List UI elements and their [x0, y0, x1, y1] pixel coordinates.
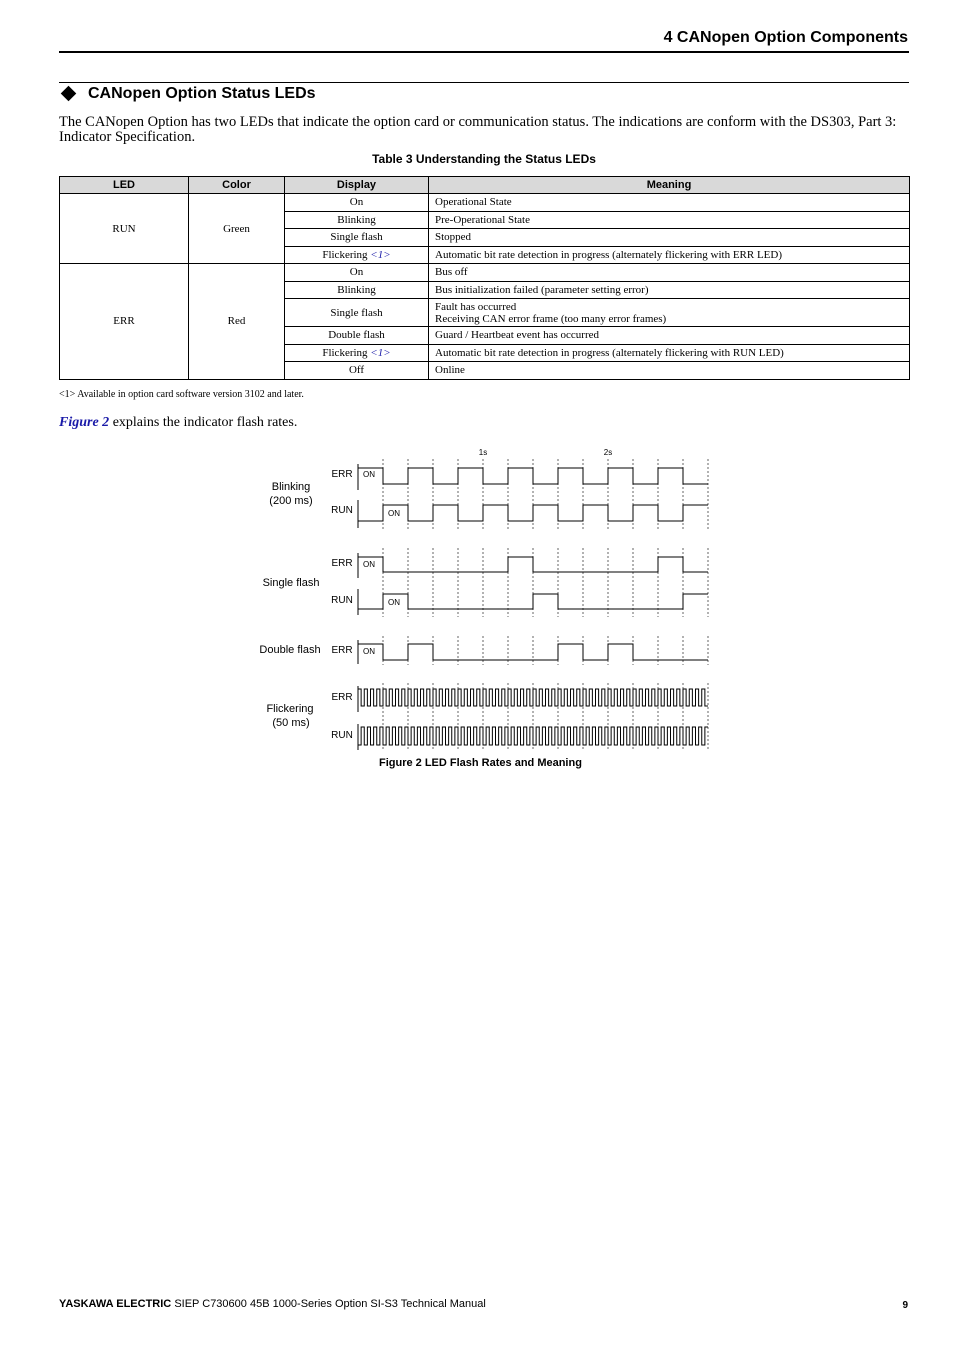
led-cell: RUN [60, 194, 189, 264]
meaning-cell: Pre-Operational State [429, 211, 910, 229]
group-label-flickering: Flickering [266, 703, 314, 715]
footnote-ref-link[interactable]: <1> [370, 248, 391, 261]
time-label-1s: 1s [478, 448, 488, 457]
on-label: ON [363, 560, 375, 569]
signal-label-run: RUN [331, 595, 353, 606]
page-number: 9 [902, 1300, 908, 1311]
signal-label-err: ERR [331, 645, 353, 656]
footer-manual-title: SIEP C730600 45B 1000-Series Option SI-S3 Technical Manual [171, 1298, 486, 1310]
meaning-cell: Automatic bit rate detection in progress (alternately flickering with RUN LED) [429, 344, 910, 362]
meaning-cell: Guard / Heartbeat event has occurred [429, 327, 910, 345]
section-title: CANopen Option Status LEDs [88, 85, 316, 102]
signal-label-run: RUN [331, 505, 353, 516]
display-text: Flickering [322, 248, 368, 261]
color-cell: Red [189, 264, 285, 380]
display-cell: On [285, 194, 429, 212]
display-cell: Blinking [285, 211, 429, 229]
meaning-cell: Automatic bit rate detection in progress (alternately flickering with ERR LED) [429, 246, 910, 264]
waveform-flickering-err [358, 689, 708, 706]
figure-2-link[interactable]: Figure 2 [59, 415, 110, 430]
header-color: Color [189, 177, 285, 194]
header-led: LED [60, 177, 189, 194]
time-label-2s: 2s [603, 448, 613, 457]
table-caption: Table 3 Understanding the Status LEDs [372, 152, 596, 166]
signal-label-err: ERR [331, 469, 353, 480]
footer-brand: YASKAWA ELECTRIC [59, 1298, 172, 1310]
meaning-line: Receiving CAN error frame (too many error frames) [435, 312, 667, 325]
group-label-single-flash: Single flash [262, 577, 320, 589]
color-cell: Green [189, 194, 285, 264]
on-label: ON [363, 470, 375, 479]
group-sublabel-blinking: (200 ms) [269, 495, 313, 507]
footnote-ref-link[interactable]: <1> [370, 346, 391, 359]
waveform-single-flash-run [358, 594, 708, 609]
group-label-blinking: Blinking [271, 481, 311, 493]
header-display: Display [285, 177, 429, 194]
page-header-title: 4 CANopen Option Components [663, 29, 908, 46]
on-label: ON [388, 509, 400, 518]
on-label: ON [363, 647, 375, 656]
display-cell: Single flash [285, 229, 429, 247]
header-meaning: Meaning [429, 177, 910, 194]
group-label-double-flash: Double flash [259, 644, 321, 656]
page-footer [59, 1298, 486, 1310]
display-cell: Blinking [285, 281, 429, 299]
meaning-cell: Stopped [429, 229, 910, 247]
waveform-blinking-err [358, 468, 708, 484]
on-label: ON [388, 598, 400, 607]
display-text: Flickering [322, 346, 368, 359]
meaning-cell: Online [429, 362, 910, 380]
meaning-line: Fault has occurred [435, 300, 517, 313]
meaning-cell: Operational State [429, 194, 910, 212]
display-cell: On [285, 264, 429, 282]
display-cell: Off [285, 362, 429, 380]
table-footnote: <1> Available in option card software version 3102 and later. [59, 389, 304, 400]
group-sublabel-flickering: (50 ms) [272, 717, 310, 729]
figure-caption: Figure 2 LED Flash Rates and Meaning [379, 757, 582, 769]
display-cell: Single flash [285, 299, 429, 327]
display-cell: Double flash [285, 327, 429, 345]
signal-label-run: RUN [331, 730, 353, 741]
meaning-cell: Bus off [429, 264, 910, 282]
led-cell: ERR [60, 264, 189, 380]
signal-label-err: ERR [331, 558, 353, 569]
waveform-single-flash-err [358, 557, 708, 572]
intro-paragraph: The CANopen Option has two LEDs that indicate the option card or communication status. The indications are conform with the DS303, Part 3: Indicator Specification. [59, 114, 897, 145]
waveform-blinking-run [358, 505, 708, 521]
meaning-cell: Bus initialization failed (parameter setting error) [429, 281, 910, 299]
figure-ref-text: explains the indicator flash rates. [109, 415, 298, 430]
signal-label-err: ERR [331, 692, 353, 703]
waveform-flickering-run [358, 727, 708, 745]
